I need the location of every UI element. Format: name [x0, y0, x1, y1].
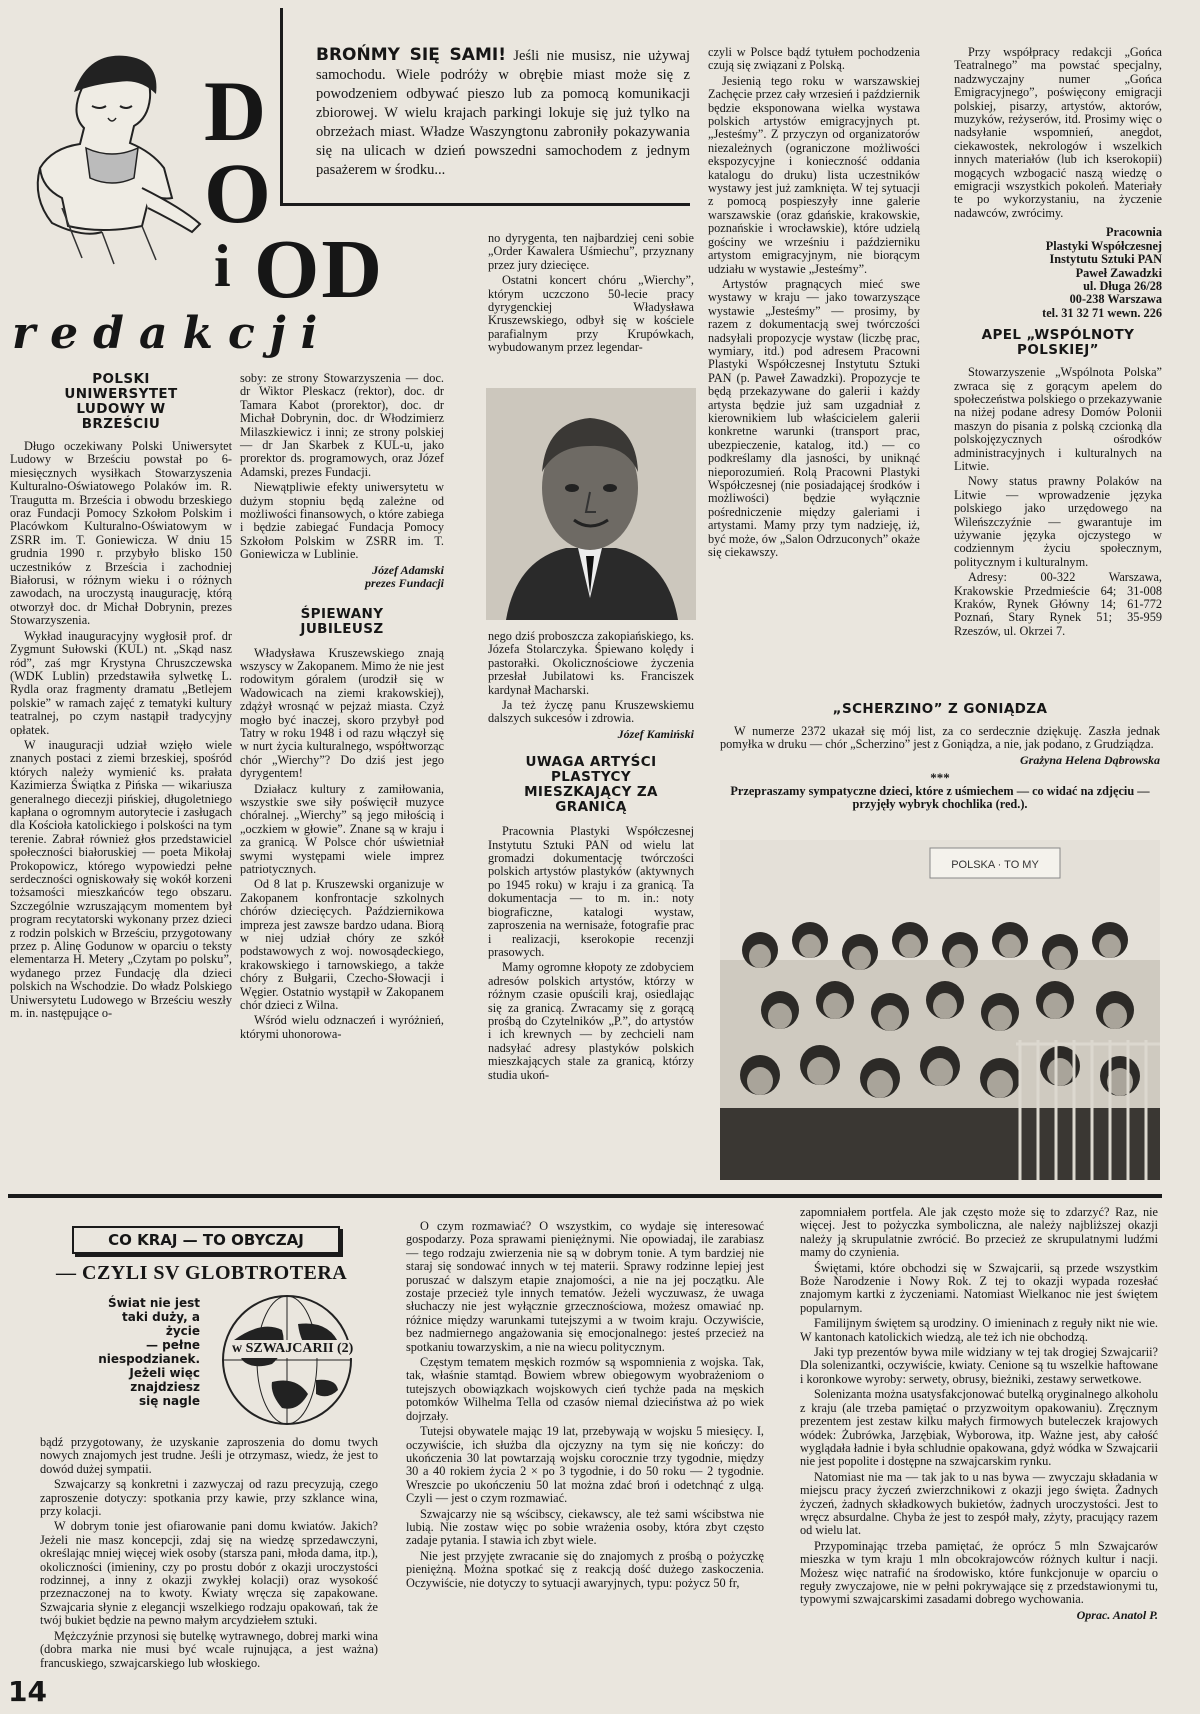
box-title: BROŃMY SIĘ SAMI!	[316, 45, 506, 65]
column-3-bottom: nego dziś proboszcza zakopiańskiego, ks. Józefa Stolarczyka. Śpiewano kolędy i pastorałki. Okolicznościowe życzenia przesłał Jubilatowi ks. Franciszek kardynał Macharski. Ja też życzę panu Kruszewskiemu dalszych sukcesów i zdrowia. Józef Kamiński UWAGA ARTYŚCI PLASTYCY MIESZKAJĄCY ZA GRANICĄ Pracownia Plastyki Współczesnej Instytutu Sztuki PAN od wielu lat gromadzi dokumentację twórczości polskich artystów plastyków (aktywnych po 1945 roku) w kraju i za granicą. Ta dokumentacja — to m. in.: noty biograficzne, katalogi wystaw, zaproszenia na wernisaże, fotografie prac i realizacji, kserokopie recenzji prasowych. Mamy ogromne kłopoty ze zdobyciem adresów polskich artystów, którzy w różnym czasie opuścili kraj, osiedlając się za granicą. Zwracamy się z gorącą prośbą do Czytelników „P.”, do artystów i ich krewnych — by zechcieli nam nadsyłać adresy plastyków polskich mieszkających stale za granicą, którzy studia ukoń-	[488, 629, 694, 1082]
signature-adamski: Józef Adamski prezes Fundacji	[364, 562, 444, 591]
banner-text: POLSKA · TO MY	[951, 859, 1039, 871]
letter-i: i	[214, 233, 231, 299]
uwaga-title: UWAGA ARTYŚCI PLASTYCY MIESZKAJĄCY ZA GRANICĄ	[524, 754, 658, 816]
box-text: Jeśli nie musisz, nie używaj samochodu. Wiele podróży w obrębie miast może się z powodzeniem odbywać pieszo lub za pomocą komunikacji zbiorowej. W wielu krajach parkingi lokuje się już tylko na obrzeżach miast. Władze Waszyngtonu zabroniły pokazywania się na ulicach w dzień powszedni samochodem z jednym pasażerem w środku...	[316, 48, 691, 178]
column-3-top: no dyrygenta, ten najbardziej ceni sobie „Order Kawalera Uśmiechu”, przyznany przez jury dziecięce. Ostatni koncert chóru „Wierchy”, którym uczczono 50-lecie pracy dyrygenckiej Władysława Kruszewskiego, odbył się w kościele parafialnym przy Krupówkach, wybudowanym przez legendar-	[488, 231, 694, 355]
box-article	[316, 46, 690, 180]
co-kraj-label: CO KRAJ — TO OBYCZAJ	[72, 1226, 340, 1254]
column-1: POLSKI UNIWERSYTET LUDOWY W BRZEŚCIU Długo oczekiwany Polski Uniwersytet Ludowy w Brześciu powstał po 6-miesięcznych wysiłkach Stowarzyszenia Kulturalno-Oświatowego Polaków im. R. Traugutta m. Brześcia i obwodu brzeskiego oraz Fundacji Pomocy Szkołom Polskim i Placówkom Kulturalno-Oświatowym w ZSRR im. T. Goniewicza. W dniu 15 grudnia 1990 r. przybyło blisko 150 uczestników z Brześcia i zachodniej Białorusi, w różnym wieku i o różnych zawodach, na uroczystą inaugurację, którą otworzył doc. dr Michał Dobrynin, prezes Stowarzyszenia. Wykład inauguracyjny wygłosił prof. dr Zygmunt Sułowski (KUL) nt. „Skąd nasz ród”, zaś mgr Krystyna Chruszczewska (WDK Lublin) przedstawiła sylwetkę L. Rydla oraz fragmenty dramatu „Betlejem polskie” w ramach zajęć z tematyki kultury teatralnej, po czym nastąpił tradycyjny opłatek. W inauguracji udział wzięło wiele znanych postaci z ziemi brzeskiej, spośród których należy wymienić ks. prałata Kazimierza Świątka z Pińska — wikariusza generalnego diecezji pińskiej, długoletniego kapłana o ogromnym autorytecie i zasługach dla Kościoła katolickiego i polskości na tym terenie. Zabrał również głos przedstawiciel społeczności białoruskiej — poeta Mikołaj Prokopowicz, którego wypowiedzi pełne serdeczności ogniskowały się wokół korzeni tożsamości mieszkańców tego obszaru. Szczególnie wzruszającym momentem był program recytatorski wykonany przez dzieci z rodzin polskich w Brześciu, przygotowany przez p. Alinę Godunow w oparciu o teksty elementarza H. Metery „Czytam po polsku”, wydanego przez Fundację dla dzieci polskich na Wschodzie. Do władz Polskiego Uniwersytetu Ludowego w Brześciu weszły m. in. następujące o-	[10, 371, 232, 1021]
od-heading: OD	[254, 223, 384, 316]
portrait-photo	[486, 388, 696, 620]
letter-d: D	[204, 63, 267, 159]
signature-anatol: Oprac. Anatol P.	[1076, 1607, 1158, 1622]
woman-illustration	[22, 48, 212, 268]
szwajcaria-label: w SZWAJCARII (2)	[228, 1340, 357, 1358]
children-photo	[720, 840, 1160, 1180]
column-5: Przy współpracy redakcji „Gońca Teatralnego” ma powstać specjalny, nadzwyczajny numer „Gońca Emigracyjnego”, poświęcony emigracji polskiej, pisarzy, artystów, aktorów, muzyków, reżyserów, itd. Prosimy więc o nadsyłanie wspomnień, anegdot, ciekawostek, nekrologów i wszelkich innych materiałów (lub ich kserokopii) mogących wzbogacić naszą wiedzę o emigracji wszystkich pokoleń. Materiały te po wykorzystaniu, na życzenie nadawców, zwrócimy. Pracownia Plastyki Współczesnej Instytutu Sztuki PAN Paweł Zawadzki ul. Długa 26/28 00-238 Warszawa tel. 31 32 71 wewn. 226 APEL „WSPÓLNOTY POLSKIEJ” Stowarzyszenie „Wspólnota Polska” zwraca się z gorącym apelem do społeczeństwa polskiego o przekazywanie na niżej podane adresy Domów Polonii maszyn do pisania z polską czcionką dla polskojęzycznych ośrodków administracyjnych i kulturalnych na Litwie. Nowy status prawny Polaków na Litwie — wprowadzenie języka polskiego jako urzędowego na Wileńszczyźnie — gwarantuje im używanie języka ojczystego w codziennym życiu społecznym, politycznym i kulturalnym. Adresy: 00-322 Warszawa, Krakowskie Przedmieście 64; 31-008 Kraków, Rynek Główny 14; 61-772 Poznań, Stary Rynek 51; 35-959 Rzeszów, ul. Okrzei 7.	[954, 45, 1162, 638]
scherzino-article: „SCHERZINO” Z GONIĄDZA W numerze 2372 ukazał się mój list, za co serdecznie dziękuję. Zaszła jednak pomyłka w druku — chór „Scherzino” jest z Goniądza, a nie, jak podano, z Grudziądza. Grażyna Helena Dąbrowska *** Przepraszamy sympatyczne dzieci, które z uśmiechem — co widać na zdjęciu — przyjęły wybryk chochlika (red.).	[720, 701, 1160, 812]
kraj-column-2: O czym rozmawiać? O wszystkim, co wydaje się interesować gospodarzy. Poza sprawami pieniężnymi. Nie opowiadaj, ile zarabiasz — tego rodzaju zwierzenia nie są w dobrym tonie. A tym bardziej nie staraj się sondować innych w tej materii. Sprawy rodzinne lepiej jest poruszać w dalszym etapie znajomości, a nie na jej początku. Ale zostaje przecież tyle innych tematów. Jeżeli wyczuwasz, że uwaga słuchaczy nie jest wyłącznie grzecznościowa, możesz omawiać np. różnice między warunkami tutejszymi a w twoim kraju. Oczywiście, bez nadmiernego angażowania się emocjonalnego: jesteś przecież na spotkaniu towarzyskim, a nie na wiecu politycznym. Częstym tematem męskich rozmów są wspomnienia z wojska. Tak, tak, właśnie stamtąd. Bowiem wbrew obiegowym wyobrażeniom o tutejszych obowiązkach wojskowych cień tychże pada na męskich potomków Wilhelma Tella od czasów niemal dzieciństwa aż po wiek dojrzały. Tutejsi obywatele mając 19 lat, przebywają w wojsku 5 miesięcy. I, oczywiście, ich służba dla ojczyzny na tym się nie kończy: do ukończenia 30 lat powtarzają wojsku corocznie trzy tygodnie, między 30 a 40 rokiem życia 2 × po 3 tygodnie, i do 50 roku — 2 tygodnie. Wreszcie po ukończeniu 50 lat można zdać broń i odetchnąć z ulgą. Czyli — jest o czym rozmawiać. Szwajcarzy nie są wścibscy, ciekawscy, ale też sami wścibstwa nie lubią. Nie zostaw więc po sobie wrażenia osoby, która zbyt często zadaje pytania. I stawia ich zbyt wiele. Nie jest przyjęte zwracanie się do znajomych z prośbą o pożyczkę pieniężną. Można spotkać się z reakcją dość dużego zaskoczenia. Oczywiście, nie dotyczy to sytuacji awaryjnych, typu: pożycz 50 fr,	[406, 1219, 764, 1590]
scherzino-title: „SCHERZINO” Z GONIĄDZA	[832, 701, 1048, 717]
kraj-column-1: bądź przygotowany, że uzyskanie zaproszenia do domu twych nowych znajomych jest trudne. Jeśli je otrzymasz, wiedz, że jest to dowód dużej sympatii. Szwajcarzy są konkretni i zazwyczaj od razu precyzują, czego zaproszenie dotyczy: spotkania przy kawie, przy szklance wina, przy kolacji. W dobrym tonie jest ofiarowanie pani domu kwiatów. Jakich? Jeżeli nie masz koncepcji, zdaj się na wiedzę sprzedawczyni, określając mniej więcej wiek osoby (starsza pani, młoda dama, itp.), okoliczności (imieniny, czy po prostu dobór z okazji uroczystości rodzinnej, a inny z okazji zwykłej kolacji) oraz wysokość przeznaczonej na to kwoty. Kwiaty wręcza się zapakowane. Szwajcaria słynie z elegancji wszelkiego rodzaju opakowań, tak że twój bukiet będzie na pewno małym arcydziełem sztuki. Mężczyźnie przynosi się butelkę wytrawnego, dobrej marki wina (dobra marka nie musi być wcale rujnująca, a jest ważna) francuskiego, szwajcarskiego lub włoskiego.	[40, 1435, 378, 1670]
signature-kaminski: Józef Kamiński	[617, 726, 694, 741]
apel-title: APEL „WSPÓLNOTY POLSKIEJ”	[981, 327, 1135, 359]
polski-title: POLSKI UNIWERSYTET LUDOWY W BRZEŚCIU	[64, 371, 178, 432]
redakcji-heading: redakcji	[12, 308, 333, 359]
teaser: Świat nie jest taki duży, a życie — pełne niespodzianek. Jeżeli więc znajdziesz się nagle	[98, 1296, 200, 1408]
globtroter-title: — CZYLI SV GLOBTROTERA	[56, 1262, 348, 1284]
column-4: czyli w Polsce bądź tytułem pochodzenia czują się związani z Polską. Jesienią tego roku w warszawskiej Zachęcie przez cały wrzesień i październik będzie eksponowana wielka wystawa polskich artystów emigracyjnych pt. „Jesteśmy”. Z przyczyn od organizatorów niezależnych (ograniczone możliwości ekspozycyjne i konieczność oddania katalogu do druku) lista uczestników wystawy jest już zamknięta. W tej sytuacji z pomocą pospieszyły inne galerie warszawskie (oraz gdańskie, krakowskie, poznańskie i wrocławskie), które udzielą gościny we wrześniu i październiku artystom emigracyjnym, nie biorącym udziału w wystawie „Jesteśmy”. Artystów pragnących mieć swe wystawy w kraju — jako towarzyszące wystawie „Jesteśmy” — prosimy, by razem z dokumentacją swej twórczości nadsyłali propozycje wystaw (liczbę prac, wymiary, itd.) pod adresem Pracowni Plastyki Współczesnej Instytutu Sztuki PAN (p. Paweł Zawadzki). Propozycje te będą przekazywane do galerii i każdy artysta będzie już sam uzgadniał z kierownikiem lub właścicielem galerii konkretne warunki (transport prac, ubezpieczenie, katalog, itd.) — co podkreślamy dla jasności, by uniknąć nieporozumień. Rolą Pracowni Plastyki Współczesnej (nie posiadającej środków i możliwości) będzie wyłącznie pośredniczenie między galeriami i artystami. Mamy przy tym nadzieję, iż, być może, ów „Salon Odrzuconych” okaże się ciekawszy.	[708, 45, 920, 560]
spiewany-title: ŚPIEWANY JUBILEUSZ	[300, 605, 384, 637]
address-block: Pracownia Plastyki Współczesnej Instytutu Sztuki PAN Paweł Zawadzki ul. Długa 26/28 00-238 Warszawa tel. 31 32 71 wewn. 226	[1042, 225, 1162, 320]
column-2: soby: ze strony Stowarzyszenia — doc. dr Wiktor Pleskacz (rektor), doc. dr Tamara Kabot (prorektor), doc. dr Michał Dobrynin, doc. dr Włodzimierz Milaszkiewicz i inni; ze strony polskiej — dr Jan Skarbek z KUL-u, jako prorektor ds. programowych, oraz Józef Adamski, prezes Fundacji. Niewątpliwie efekty uniwersytetu w dużym stopniu będą zależne od możliwości finansowych, o które zabiega i będzie zabiegać Fundacja Pomocy Szkołom Polskim w ZSRR im. T. Goniewicza w Lublinie. Józef Adamski prezes Fundacji ŚPIEWANY JUBILEUSZ Władysława Kruszewskiego znają wszyscy w Zakopanem. Mimo że nie jest rodowitym góralem (urodził się w Wadowicach na ziemi krakowskiej), zdążył wrosnąć w pejzaż miasta. Czyż mogło być inaczej, skoro przybył pod Tatry w roku 1948 i od razu włączył się w nurt życia kulturalnego, współtworząc chór „Wierchy”? Do dziś jest jego dyrygentem! Działacz kultury z zamiłowania, wszystkie swe siły poświęcił muzyce chóralnej. „Wierchy” są jego miłością i „oczkiem w głowie”. Znane są w kraju i za granicą. W Polsce chór uświetniał swymi występami wiele imprez patriotycznych. Od 8 lat p. Kruszewski organizuje w Zakopanem konfrontacje szkolnych chórów dziecięcych. Październikowa impreza jest zawsze bardzo udana. Biorą w niej udział chóry ze szkół podstawowych z woj. nowosądeckiego, krakowskiego i tarnowskiego, a także chóry z Bułgarii, Czecho-Słowacji i Węgier. Ostatnio wystąpił w Zakopanem chór dzieci z Wilna. Wśród wielu odznaczeń i wyróżnień, którymi uhonorowa-	[240, 371, 444, 1041]
kraj-column-3: zapomniałem portfela. Ale jak często może się to zdarzyć? Raz, nie więcej. Jest to pożyczka symboliczna, ale należy najbliższej okazji należy ją skrupulatnie zwrócić. Bo przecież ze skrupulatnymi ludźmi mamy do czynienia. Świętami, które obchodzi się w Szwajcarii, są przede wszystkim Boże Narodzenie i Nowy Rok. Z tej to okazji wypada rozesłać znajomym kartki z życzeniami. Natomiast Wielkanoc nie jest świętem popularnym. Familijnym świętem są urodziny. O imieninach z reguły nikt nie wie. W kantonach katolickich wiedzą, ale też ich nie obchodzą. Jaki typ prezentów bywa mile widziany w tej tak drogiej Szwajcarii? Dla solenizantki, oczywiście, kwiaty. Cenione są tu wszelkie haftowane i koronkowe wyroby: serwety, obrusy, bieżniki, zestawy serwetkowe. Solenizanta można usatysfakcjonować butelką oryginalnego alkoholu z kraju (ale trzeba pamiętać o przyzwoitym opakowaniu). Zręcznym prezentem jest zestaw kilku małych firmowych buteleczek krajowych wódek: Żubrówka, Jarzębiak, Wyborowa, itp. Ważne jest, aby całość wyglądała ładnie i była schludnie opakowana, gdyż wódka w Szwajcarii nie jest popolite i dostępne na szwajcarskim rynku. Natomiast nie ma — tak jak to u nas bywa — zwyczaju składania w miejscu pracy życzeń zwierzchnikowi z okazji jego święta. Żadnych życzeń, żadnych składkowych bukietów, żadnych uroczystości. Jest to wręcz absurdalne. Chyba że jest to zespół mały, zżyty, pracujący razem od wielu lat. Przypominając trzeba pamiętać, że oprócz 5 mln Szwajcarów mieszka w tym kraju 1 mln obcokrajowców różnych kultur i nacji. Możesz więc natrafić na środowisko, które funkcjonuje w oparciu o reguły zwyczajowe, nie w pełni pokrywające się z przedstawionymi tu, typowymi szwajcarskimi zasadami dobrego wychowania. Oprac. Anatol P.	[800, 1205, 1158, 1622]
page-number: 14	[8, 1675, 47, 1708]
letter-o: O	[204, 145, 271, 241]
globe-icon	[212, 1290, 362, 1430]
